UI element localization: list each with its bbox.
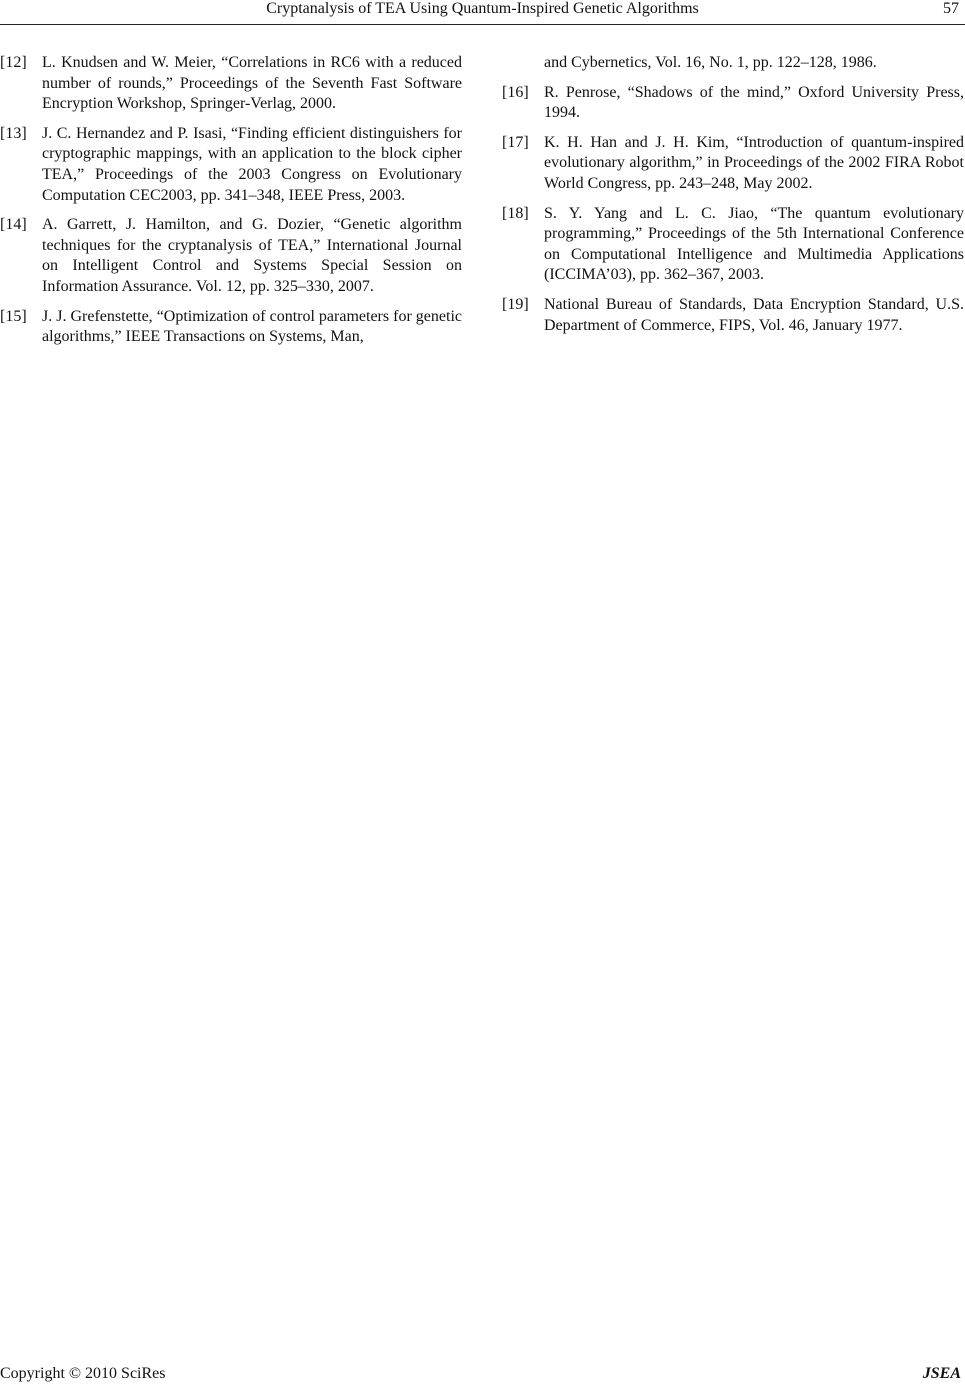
reference-item: [0, 124, 462, 206]
reference-item: [502, 133, 964, 195]
journal-abbreviation: JSEA: [922, 1365, 961, 1382]
running-title: Cryptanalysis of TEA Using Quantum-Inspired Genetic Algorithms: [266, 0, 699, 17]
reference-number: [12]: [0, 54, 27, 71]
reference-text: L. Knudsen and W. Meier, “Correlations in RC6 with a reduced number of rounds,” Proceedings of the Seventh Fast Software Encryption Workshop, Springer-Verlag, 2000.: [42, 54, 462, 113]
page-header: [0, 0, 965, 25]
reference-text: J. C. Hernandez and P. Isasi, “Finding efficient distinguishers for cryptographic mappings, with an application to the block cipher TEA,” Proceedings of the 2003 Congress on Evolutionary Computation CEC2003, pp. 341–348, IEEE Press, 2003.: [42, 124, 462, 204]
reference-number: [16]: [502, 83, 529, 101]
reference-item: [0, 307, 462, 348]
reference-number: [14]: [0, 216, 27, 234]
reference-continuation: and Cybernetics, Vol. 16, No. 1, pp. 122–128, 1986.: [544, 54, 877, 71]
reference-text: J. J. Grefenstette, “Optimization of control parameters for genetic algorithms,” IEEE Transactions on Systems, Man,: [42, 307, 462, 346]
reference-text: K. H. Han and J. H. Kim, “Introduction of quantum-inspired evolutionary algorithm,” in Proceedings of the 2002 FIRA Robot World Congress, pp. 243–248, May 2002.: [544, 133, 964, 192]
page-number: 57: [943, 0, 959, 17]
reference-item: [0, 215, 462, 297]
reference-number: [19]: [502, 295, 529, 313]
reference-number: [15]: [0, 307, 27, 325]
reference-item: [502, 83, 964, 124]
references-left-column: [0, 53, 462, 357]
page-footer: [0, 1365, 965, 1385]
copyright-notice: Copyright © 2010 SciRes: [0, 1365, 166, 1382]
reference-text: A. Garrett, J. Hamilton, and G. Dozier, “Genetic algorithm techniques for the cryptanalysis of TEA,” International Journal on Intelligent Control and Systems Special Session on Information Assurance. Vol. 12, pp. 325–330, 2007.: [42, 216, 462, 295]
reference-number: [13]: [0, 124, 27, 142]
reference-item: [502, 204, 964, 286]
reference-text: R. Penrose, “Shadows of the mind,” Oxford University Press, 1994.: [544, 83, 964, 122]
reference-item: [0, 53, 462, 115]
reference-text: National Bureau of Standards, Data Encryption Standard, U.S. Department of Commerce, FIPS, Vol. 46, January 1977.: [544, 295, 964, 334]
references-right-column: [502, 53, 964, 345]
reference-number: [17]: [502, 133, 529, 151]
reference-number: [18]: [502, 204, 529, 222]
reference-text: S. Y. Yang and L. C. Jiao, “The quantum evolutionary programming,” Proceedings of the 5th International Conference on Computational Intelligence and Multimedia Applications (ICCIMA’03), pp. 362–367, 2003.: [544, 204, 964, 284]
reference-item: [502, 295, 964, 336]
